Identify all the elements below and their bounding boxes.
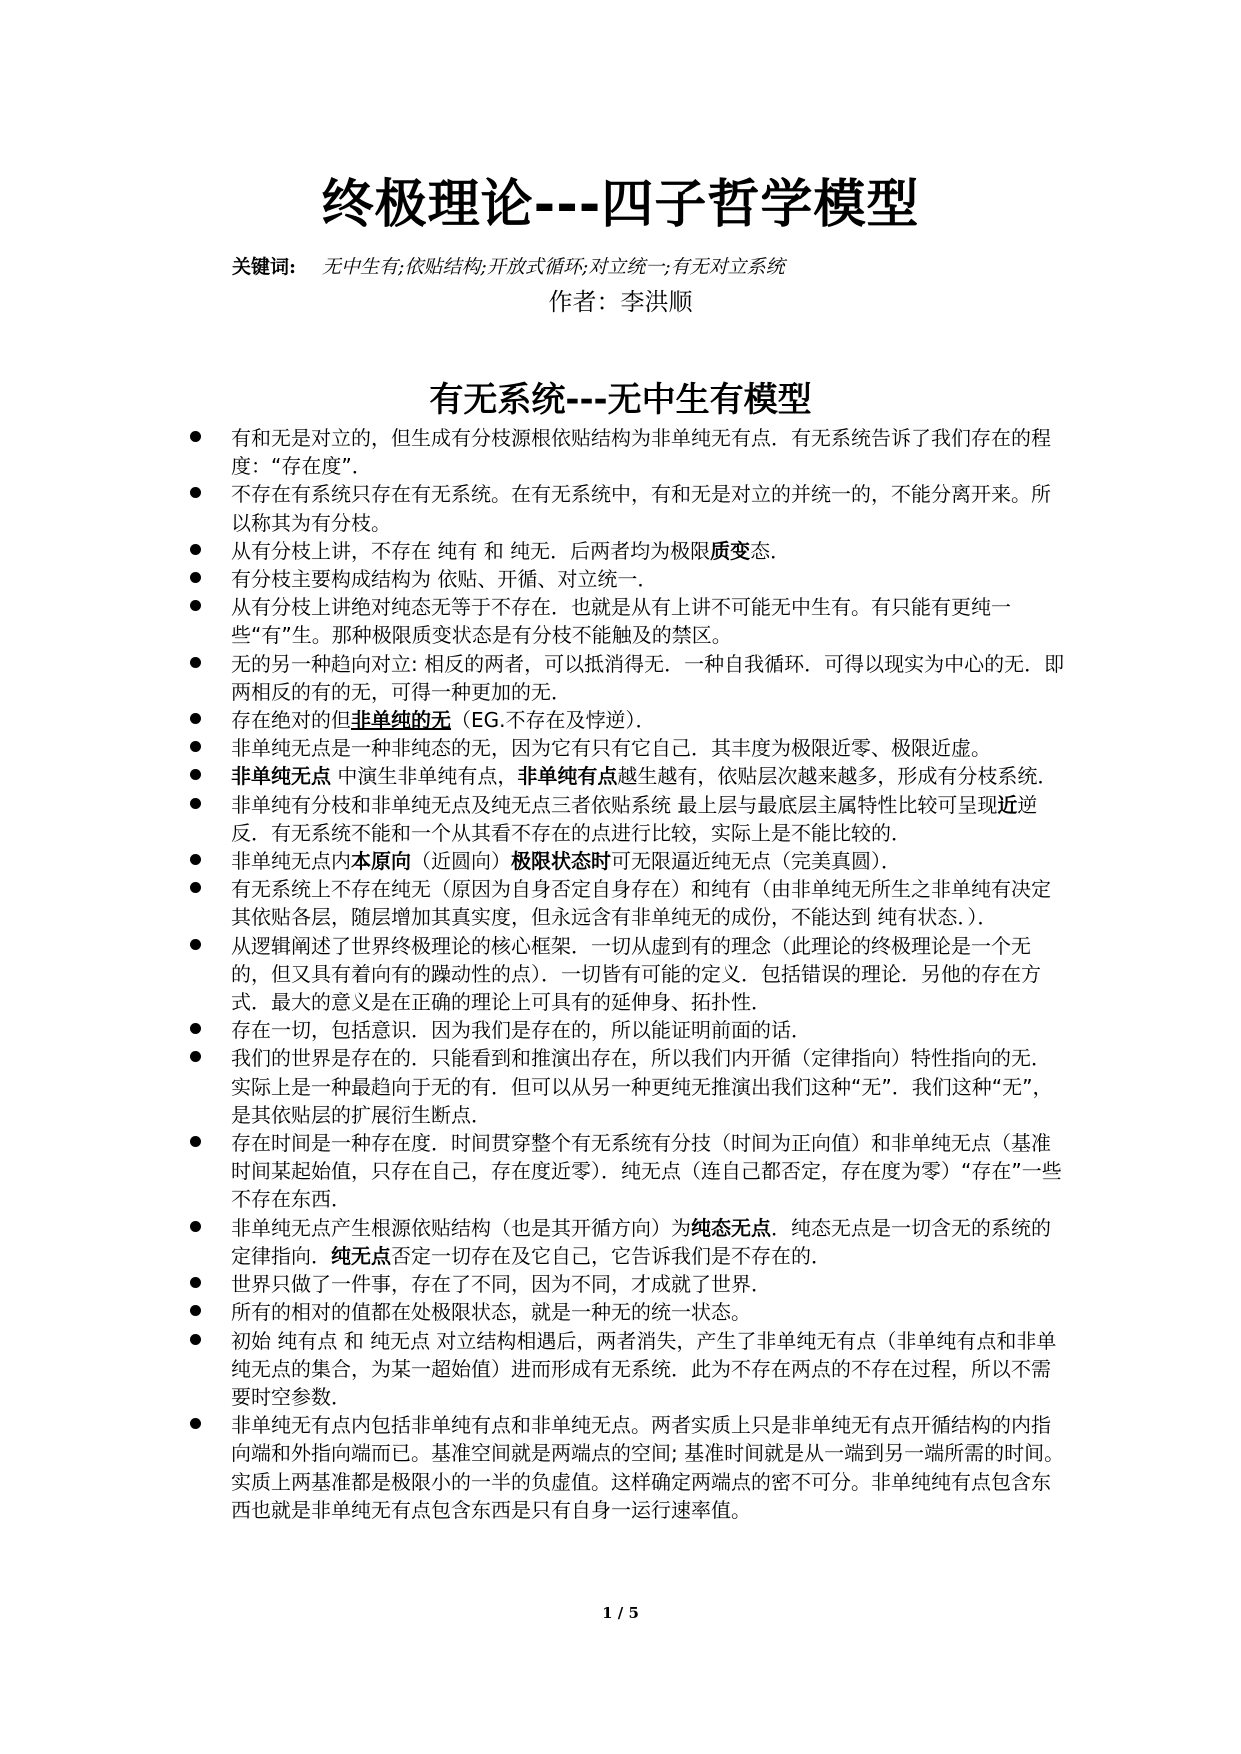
- bullet-text: 非单纯无有点内包括非单纯有点和非单纯无点。两者实质上只是非单纯无有点开循结构的内指向端和外指向端而已。基准空间就是两端点的空间; 基准时间就是从一端到另一端所需的时间。实质上两基准都是极限小的一半的负虚值。这样确定两端点的密不可分。非单纯纯有点包含东西也就是非单纯无有点包含东西是只有自身一运行速率值。: [231, 1413, 1065, 1522]
- bullet-dot-icon: [190, 1418, 201, 1429]
- bullet-text: （近圆向）: [411, 849, 511, 874]
- bullet-text: 不存在有系统只存在有无系统。在有无系统中，有和无是对立的并统一的，不能分离开来。所以称其为有分枝。: [231, 482, 1051, 535]
- bullet-dot-icon: [190, 487, 201, 498]
- bullet-dot-icon: [190, 544, 201, 555]
- bullet-dot-icon: [190, 657, 201, 668]
- bullet-item: [190, 537, 1070, 565]
- bullet-text-bold: 本原向: [351, 849, 411, 874]
- bullet-text: 非单纯无点是一种非纯态的无，因为它有只有它自己．其丰度为极限近零、极限近虚。: [231, 736, 991, 761]
- bullet-item: [190, 650, 1070, 706]
- bullet-dot-icon: [190, 1136, 201, 1147]
- bullet-text: （EG.不存在及悖逆）．: [451, 708, 656, 733]
- bullet-text-bold: 极限状态时: [511, 849, 611, 874]
- bullet-text: 存在绝对的但: [231, 708, 351, 733]
- bullet-text: 非单纯无点产生根源依贴结构（也是其开循方向）为: [231, 1215, 691, 1240]
- bullet-dot-icon: [190, 854, 201, 865]
- bullet-text: 有分枝主要构成结构为 依贴、开循、对立统一．: [231, 567, 658, 592]
- bullet-text: 否定一切存在及它自己，它告诉我们是不存在的．: [391, 1243, 831, 1268]
- bullet-text: 存在一切，包括意识．因为我们是存在的，所以能证明前面的话．: [231, 1018, 811, 1043]
- bullet-dot-icon: [190, 769, 201, 780]
- bullet-item: [190, 593, 1070, 649]
- bullet-item: [190, 1270, 1070, 1298]
- bullet-text: 有无系统上不存在纯无（原因为自身否定自身存在）和纯有（由非单纯无所生之非单纯有决定其依贴各层，随层增加其真实度，但永远含有非单纯无的成份，不能达到 纯有状态．）．: [231, 877, 1051, 930]
- bullet-text: 逆反．有无系统不能和一个从其看不存在的点进行比较，实际上是不能比较的．: [231, 792, 1038, 845]
- bullet-item: [190, 424, 1070, 480]
- bullet-item: [190, 791, 1070, 847]
- bullet-text: 存在时间是一种存在度．时间贯穿整个有无系统有分技（时间为正向值）和非单纯无点（基准时间某起始值，只存在自己，存在度近零）．纯无点（连自己都否定，存在度为零）“存在”一些不存在东西．: [231, 1131, 1062, 1212]
- bullet-text-bold: 质变: [710, 538, 751, 563]
- bullet-text-bold: 非单纯的无: [351, 708, 451, 733]
- bullet-text-bold: 非单纯无点: [231, 764, 331, 789]
- bullet-text: 从逻辑阐述了世界终极理论的核心框架．一切从虚到有的理念（此理论的终极理论是一个无的，但又具有着向有的躁动性的点）．一切皆有可能的定义．包括错误的理论．另他的存在方式．最大的意义是在正确的理论上可具有的延伸身、拓扑性．: [231, 933, 1041, 1015]
- bullet-dot-icon: [190, 741, 201, 752]
- bullet-text: 所有的相对的值都在处极限状态，就是一种无的统一状态。: [231, 1300, 751, 1325]
- bullet-dot-icon: [190, 1023, 201, 1034]
- bullet-item: [190, 1298, 1070, 1326]
- bullet-item: [190, 875, 1070, 931]
- keywords-text: 无中生有;依贴结构;开放式循环;对立统一;有无对立系统: [322, 256, 785, 278]
- bullet-item: [190, 480, 1070, 536]
- bullet-text: 越生越有，依贴层次越来越多，形成有分枝系统．: [617, 764, 1058, 789]
- bullet-dot-icon: [190, 431, 201, 442]
- bullet-item: [190, 847, 1070, 875]
- bullet-dot-icon: [190, 572, 201, 583]
- section-title: 有无系统---无中生有模型: [429, 380, 812, 420]
- bullet-list: [190, 424, 1070, 1524]
- bullet-text: 非单纯无点内: [231, 849, 351, 874]
- bullet-text-bold: 纯无点: [331, 1243, 391, 1268]
- bullet-text: 无的另一种趋向对立: 相反的两者，可以抵消得无．一种自我循环．可得以现实为中心的无．即两相反的有的无，可得一种更加的无．: [231, 651, 1065, 704]
- bullet-item: [190, 565, 1070, 593]
- bullet-text: 非单纯有分枝和非单纯无点及纯无点三者依贴系统 最上层与最底层主属特性比较可呈现: [231, 792, 998, 817]
- bullet-text: 中演生非单纯有点，: [331, 764, 518, 789]
- bullet-text-bold: 纯态无点: [691, 1215, 771, 1240]
- bullet-dot-icon: [190, 882, 201, 893]
- bullet-dot-icon: [190, 1305, 201, 1316]
- bullet-dot-icon: [190, 939, 201, 950]
- bullet-item: [190, 1044, 1070, 1129]
- bullet-item: [190, 932, 1070, 1017]
- bullet-item: [190, 762, 1070, 790]
- bullet-dot-icon: [190, 1221, 201, 1232]
- bullet-text: 世界只做了一件事，存在了不同，因为不同，才成就了世界．: [231, 1272, 771, 1297]
- bullet-text: 有和无是对立的，但生成有分枝源根依贴结构为非单纯无有点．有无系统告诉了我们存在的程度：“存在度”．: [231, 426, 1051, 479]
- bullet-dot-icon: [190, 1277, 201, 1288]
- bullet-dot-icon: [190, 600, 201, 611]
- bullet-item: [190, 1016, 1070, 1044]
- bullet-dot-icon: [190, 1334, 201, 1345]
- bullet-text: 态．: [750, 538, 791, 563]
- bullet-text: 可无限逼近纯无点（完美真圆）．: [611, 849, 901, 874]
- bullet-text-bold: 非单纯有点: [517, 764, 618, 789]
- bullet-text: 我们的世界是存在的．只能看到和推演出存在，所以我们内开循（定律指向）特性指向的无．实际上是一种最趋向于无的有．但可以从另一种更纯无推演出我们这种“无”．我们这种“无”，是其依贴层的扩展衍生断点．: [231, 1046, 1053, 1127]
- bullet-item: [190, 1214, 1070, 1270]
- bullet-item: [190, 1129, 1070, 1214]
- bullet-item: [190, 1327, 1070, 1412]
- bullet-text: 从有分枝上讲绝对纯态无等于不存在．也就是从有上讲不可能无中生有。有只能有更纯一些“有”生。那种极限质变状态是有分枝不能触及的禁区。: [231, 595, 1011, 648]
- bullet-dot-icon: [190, 798, 201, 809]
- keywords-label: 关键词:: [232, 256, 297, 278]
- bullet-item: [190, 1411, 1070, 1524]
- bullet-item: [190, 734, 1070, 762]
- bullet-text: 从有分枝上讲，不存在 纯有 和 纯无．后两者均为极限: [231, 538, 711, 563]
- keywords-line: [232, 252, 785, 279]
- page-number: 1 / 5: [602, 1604, 639, 1622]
- bullet-text: 初始 纯有点 和 纯无点 对立结构相遇后，两者消失，产生了非单纯无有点（非单纯有点和非单纯无点的集合，为某一超始值）进而形成有无系统．此为不存在两点的不存在过程，所以不需要时空参数．: [231, 1328, 1057, 1409]
- bullet-dot-icon: [190, 1051, 201, 1062]
- bullet-item: [190, 706, 1070, 734]
- bullet-text: ．纯态无点是一切含无的系统的定律指向．: [231, 1215, 1051, 1268]
- bullet-text-bold: 近: [997, 792, 1018, 817]
- author-line: 作者：李洪顺: [548, 288, 693, 316]
- bullet-dot-icon: [190, 713, 201, 724]
- document-title: 终极理论---四子哲学模型: [321, 175, 920, 235]
